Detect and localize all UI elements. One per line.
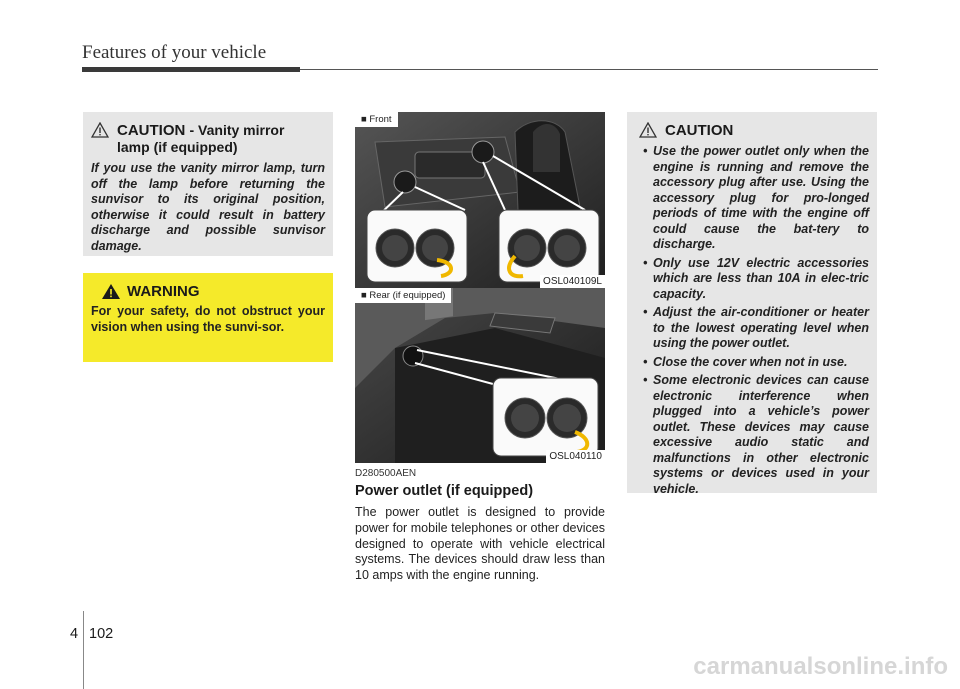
rear-photo-code: OSL040110 [546,450,605,463]
front-photo-tag: ■ Front [355,112,398,127]
caution-vanity-box [83,112,333,256]
caution-sub-2: lamp (if equipped) [117,139,238,155]
list-item: • Only use 12V electric accessories which are less than 10A in elec-tric capacity. [635,256,869,303]
warning-text: For your safety, do not obstruct your vision when using the sunvi-sor. [91,304,325,334]
warning-triangle-icon [101,283,121,300]
front-photo-code: OSL040109L [540,275,605,288]
section-title: Power outlet (if equipped) [355,483,534,499]
caution-label: CAUTION [117,122,186,139]
header-rule [300,69,878,70]
front-console-illustration [355,112,605,288]
page-number-divider [83,611,84,689]
caution-outlet-heading [639,122,869,139]
header-bar [82,67,300,72]
caution-vanity-heading [91,122,325,156]
caution-vanity-text: If you use the vanity mirror lamp, turn off the lamp before returning the sunvisor to its original position, otherwise it could result in battery discharge and possible sunvisor damage. [91,161,325,253]
caution-outlet-label: CAUTION [665,122,734,139]
section-code: D280500AEN [355,468,417,479]
caution-triangle-icon [91,122,109,138]
front-outlet-photo [355,112,605,288]
caution-sub-1: - Vanity mirror [189,122,285,138]
page-number: 102 [89,626,114,642]
watermark: carmanualsonline.info [693,653,948,680]
warning-heading [101,283,325,300]
list-item: • Close the cover when not in use. [635,355,869,371]
list-item: • Use the power outlet only when the engine is running and remove the accessory plug after use. Using the accessory plug for pro-longed periods of time with the engine off could cause the bat-tery to discharge. [635,144,869,253]
caution-outlet-box [627,112,877,496]
warning-label: WARNING [127,283,200,300]
rear-photo-tag: ■ Rear (if equipped) [355,288,451,303]
page-header-title: Features of your vehicle [82,42,267,63]
list-item: • Some electronic devices can cause electronic interference when plugged into a vehicle’s power outlet. These devices may cause excessive audio static and malfunctions in other electronic systems or devices used in your vehicle. [635,373,869,497]
list-item: • Adjust the air-conditioner or heater to the lowest operating level when using the power outlet. [635,305,869,352]
rear-outlet-photo [355,288,605,463]
caution-triangle-icon [639,122,657,138]
section-body: The power outlet is designed to provide power for mobile telephones or other devices designed to operate with vehicle electrical systems. The devices should draw less than 10 amps with the engine running. [355,505,605,583]
caution-outlet-list [635,144,869,497]
rear-cargo-illustration [355,288,605,463]
chapter-number: 4 [70,626,79,642]
warning-box [83,273,333,362]
